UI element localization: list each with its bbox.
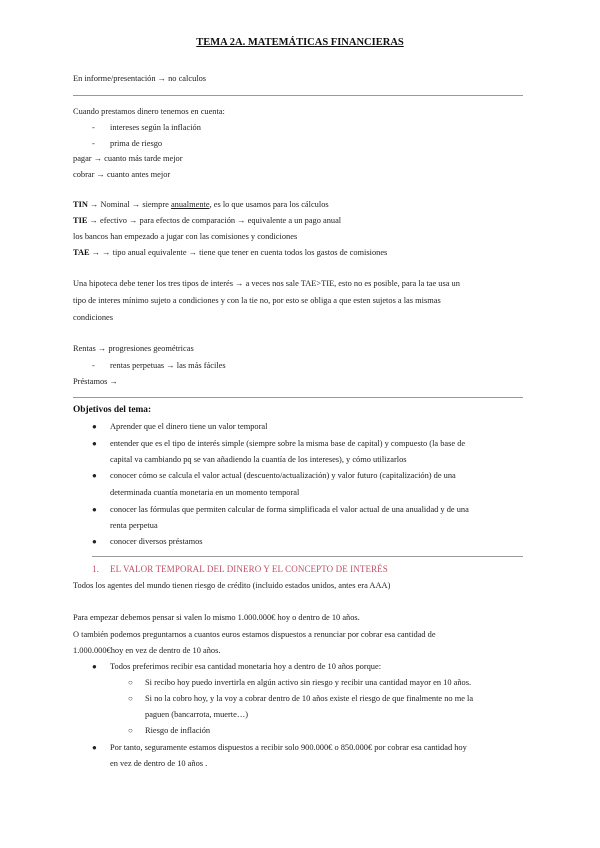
cobrar-line: cobrar → cuanto antes mejor [73,170,171,179]
prestamos-lead: Cuando prestamos dinero tenemos en cuenta: [73,107,225,116]
objetivo-item: entender que es el tipo de interés simple (siempre sobre la misma base de capital) y compuesto (la base de [110,439,466,448]
objetivo-item-cont: capital va cambiando pq se van añadiendo la cuantía de los intereses), y cómo utilizarlos [110,455,407,464]
dash-marker: - [92,123,95,132]
bullet-item-cont: en vez de dentro de 10 años . [110,759,208,768]
tie-label: TIE [73,216,88,225]
section-title: EL VALOR TEMPORAL DEL DINERO Y EL CONCEPTO DE INTERÉS [110,564,388,574]
dash-marker: - [92,361,95,370]
dash-item: rentas perpetuas → las más fáciles [110,361,226,370]
document-title: TEMA 2A. MATEMÁTICAS FINANCIERAS [196,37,404,48]
tie-line: TIE → efectivo → para efectos de comparación → equivalente a un pago anual [73,216,342,225]
objetivos-heading: Objetivos del tema: [73,405,152,415]
tae-line: TAE → → tipo anual equivalente → tiene que tener en cuenta todos los gastos de comisiones [73,248,388,257]
bullet-marker: ● [92,505,97,514]
sub-item: Si recibo hoy puedo invertirla en algún activo sin riesgo y recibir una cantidad mayor en 10 años. [145,678,472,687]
tie-line-2: los bancos han empezado a jugar con las comisiones y condiciones [73,232,298,241]
circle-marker: ○ [128,726,133,735]
sub-item-cont: paguen (bancarrota, muerte…) [145,710,249,719]
prestamos-line: Préstamos → [73,377,118,386]
objetivo-item: conocer las fórmulas que permiten calcular de forma simplificada el valor actual de una anualidad y de una [110,505,469,514]
bullet-marker: ● [92,743,97,752]
objetivo-item: conocer cómo se calcula el valor actual (descuento/actualización) y valor futuro (capitalización) de una [110,471,456,480]
rentas-line: Rentas → progresiones geométricas [73,344,194,353]
bullet-item: Por tanto, seguramente estamos dispuestos a recibir solo 900.000€ o 850.000€ por cobrar esa cantidad hoy [110,743,467,752]
bullet-marker: ● [92,537,97,546]
tin-label: TIN [73,200,88,209]
bullet-marker: ● [92,662,97,671]
circle-marker: ○ [128,678,133,687]
hipoteca-line: condiciones [73,313,114,322]
pagar-line: pagar → cuanto más tarde mejor [73,154,183,163]
tae-label: TAE [73,248,90,257]
sub-item: Si no la cobro hoy, y la voy a cobrar dentro de 10 años existe el riesgo de que finalmente no me la [145,694,474,703]
objetivo-item: Aprender que el dinero tiene un valor temporal [110,422,268,431]
bullet-marker: ● [92,471,97,480]
objetivo-item-cont: renta perpetua [110,521,158,530]
divider [92,556,523,557]
dash-item: intereses según la inflación [110,123,201,132]
hipoteca-line: tipo de interes mínimo sujeto a condiciones y con la tie no, por esto se obliga a que esten sujetos a las mismas [73,296,441,305]
divider [73,95,523,96]
anualmente-underlined: anualmente [170,200,210,209]
intro-line: En informe/presentación → no calculos [73,74,207,83]
sub-item: Riesgo de inflación [145,726,211,735]
dash-marker: - [92,139,95,148]
tambien-line: O también podemos preguntarnos a cuantos euros estamos dispuestos a renunciar por cobrar esa cantidad de [73,630,436,639]
objetivo-item: conocer diversos préstamos [110,537,203,546]
divider [73,397,523,398]
section-number: 1. [92,564,99,574]
circle-marker: ○ [128,694,133,703]
bullet-marker: ● [92,439,97,448]
bullet-marker: ● [92,422,97,431]
tambien-line-cont: 1.000.000€hoy en vez de dentro de 10 años. [73,646,221,655]
hipoteca-line: Una hipoteca debe tener los tres tipos de interés → a veces nos sale TAE>TIE, esto no es posible, para la tae usa un [73,279,460,288]
dash-item: prima de riesgo [110,139,163,148]
para-empezar-line: Para empezar debemos pensar si valen lo mismo 1.000.000€ hoy o dentro de 10 años. [73,613,360,622]
tin-line: TIN → Nominal → siempre anualmente, es lo que usamos para los cálculos [73,200,329,209]
bullet-item: Todos preferimos recibir esa cantidad monetaria hoy a dentro de 10 años porque: [110,662,382,671]
agentes-line: Todos los agentes del mundo tienen riesgo de crédito (incluido estados unidos, antes era AAA) [73,581,391,590]
objetivo-item-cont: determinada cuantía monetaria en un momento temporal [110,488,300,497]
